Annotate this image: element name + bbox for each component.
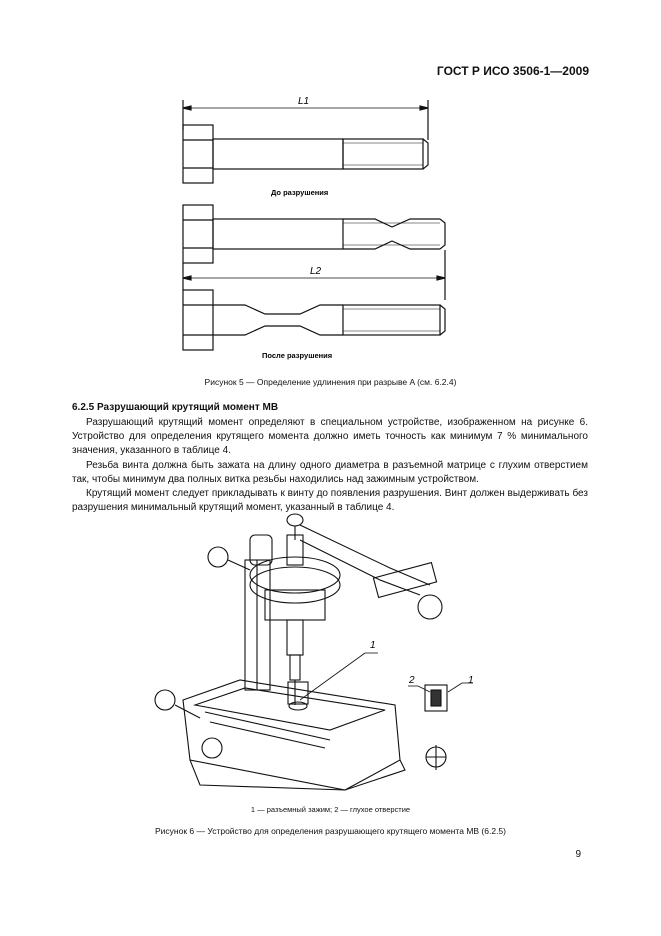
callout-1: 1 [370, 640, 376, 651]
figure-6-legend: 1 — разъемный зажим; 2 — глухое отверстие [250, 805, 411, 814]
dim-l1-label: L1 [298, 96, 310, 107]
paragraph: Резьба винта должна быть зажата на длину одного диаметра в разъемной матрице с глухим отверстием так, чтобы минимум два полных витка резьбы находились над зажимным устройством. [72, 459, 588, 485]
page-number: 9 [575, 849, 581, 860]
figure-6-caption: Рисунок 6 — Устройство для определения разрушающего крутящего момента MB (6.2.5) [155, 826, 506, 836]
callout-1-detail: 1 [468, 675, 474, 686]
label-after-fracture: После разрушения [262, 351, 333, 360]
standard-header: ГОСТ Р ИСО 3506-1—2009 [436, 64, 589, 78]
figure-5-caption: Рисунок 5 — Определение удлинения при разрыве A (см. 6.2.4) [204, 377, 457, 387]
section-heading: 6.2.5 Разрушающий крутящий момент MB [72, 402, 279, 413]
label-before-fracture: До разрушения [271, 188, 329, 197]
dim-l2-label: L2 [310, 266, 322, 277]
paragraph: Крутящий момент следует прикладывать к винту до появления разрушения. Винт должен выдерживать без разрушения минимальный крутящий момент, указанный в таблице 4. [72, 488, 588, 514]
paragraph: Разрушающий крутящий момент определяют в специальном устройстве, изображенном на рисунке 6. Устройство для определения крутящего момента должно иметь точность как минимум 7 % минимального значения, указанного в таблице 4. [72, 417, 588, 457]
callout-2: 2 [409, 675, 415, 686]
